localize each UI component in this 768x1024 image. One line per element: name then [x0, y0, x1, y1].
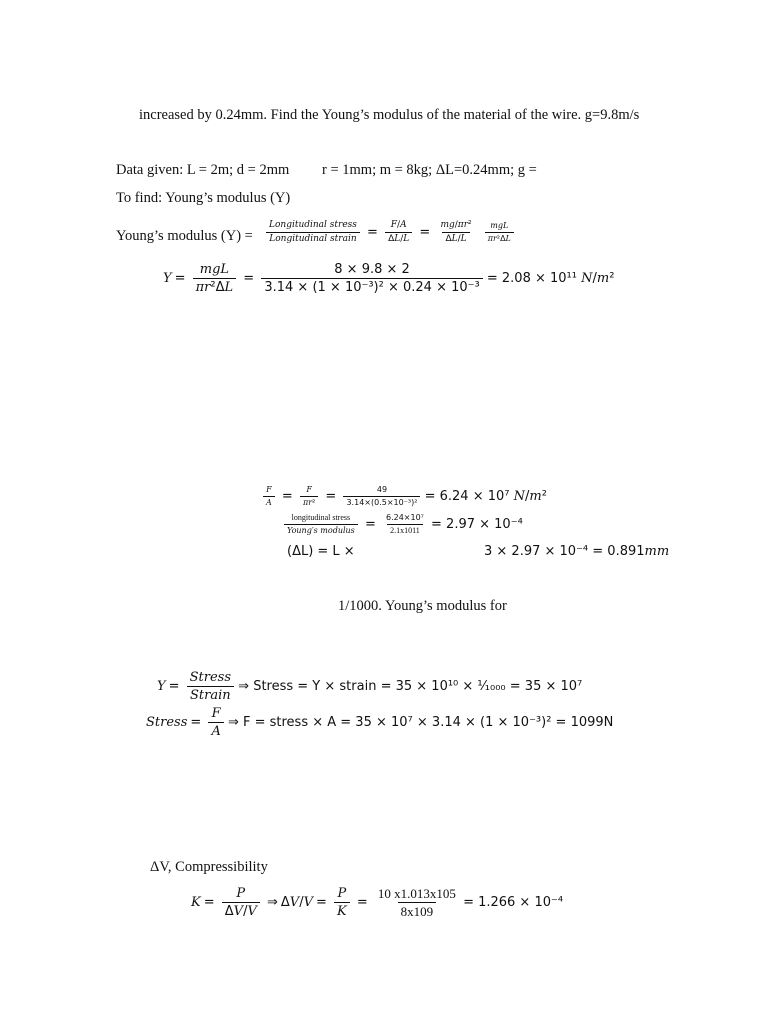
equation-2-strain: longitudinal stress Young′s modulus = $\frac{\text{6.24×10⁷}}{2.1x1011}$ = 2.97 × 10⁻⁴ — [284, 514, 523, 535]
compressibility-line: ΔV, Compressibility — [150, 859, 268, 875]
equation-2-stress: $\frac{F}{A}$ = $\frac{F}{\text{πr²}}$ = $\frac{49}{\text{3.14×(0.5×10⁻³)²}}$ = 6.24 × 10⁷ N/m² — [263, 486, 547, 507]
equation-4: K = $\frac{P}{\Delta V/V}$ ⇒ ΔV/V = $\frac{P}{K}$ = $\frac{10 x1.013x105}{8x109}$ = 1.266 × 10⁻⁴ — [191, 886, 564, 919]
stress-strain-fraction: Longitudinal stress Longitudinal strain — [266, 221, 360, 244]
equation-2-elongation-result: 3 × 2.97 × 10⁻⁴ = 0.891mm — [484, 544, 670, 559]
equation-3-line-2: Stress = $\frac{F}{A}$ ⇒ F = stress × A = 35 × 10⁷ × 3.14 × (1 × 10⁻³)² = 1099N — [146, 706, 614, 739]
equation-1: Y = mgL πr²ΔL = $\frac{8 \times 9.8 \times 2}{\text{3.14 × (1 × 10⁻³)² × 0.24 × 10⁻³}}$ = 2.08 × 10¹¹ N/m² — [163, 262, 615, 295]
to-find-line: To find: Young’s modulus (Y) — [116, 190, 291, 206]
mg-over-pir2-fraction: $\frac{\text{mg/πr²}}{\Delta L/L}$ — [440, 220, 472, 244]
ym-definition-eq: Longitudinal stress Longitudinal strain = $\frac{F/A}{\Delta L/L}$ = $\frac{\text{mg/πr²}}{\Delta L/L}$ mgL πr²ΔL — [266, 221, 514, 244]
data-given-line-2: r = 1mm; m = 8kg; ΔL=0.24mm; g = — [322, 162, 537, 178]
f-over-a-fraction: $\frac{F/A}{\Delta L/L}$ — [385, 221, 412, 244]
data-given-line: Data given: L = 2m; d = 2mm — [116, 162, 290, 178]
youngs-modulus-label: Young’s modulus (Y) = — [116, 228, 253, 244]
equation-2-elongation: (ΔL) = L × — [287, 544, 355, 559]
mgl-fraction: mgL πr²ΔL — [485, 222, 514, 243]
ratio-line: 1/1000. Young’s modulus for — [338, 598, 507, 614]
intro-line: increased by 0.24mm. Find the Young’s modulus of the material of the wire. g=9.8m/s — [139, 107, 640, 123]
equation-3-line-1: Y = Stress Strain ⇒ Stress = Y × strain = 35 × 10¹⁰ × ¹⁄₁₀₀₀ = 35 × 10⁷ — [157, 670, 583, 703]
